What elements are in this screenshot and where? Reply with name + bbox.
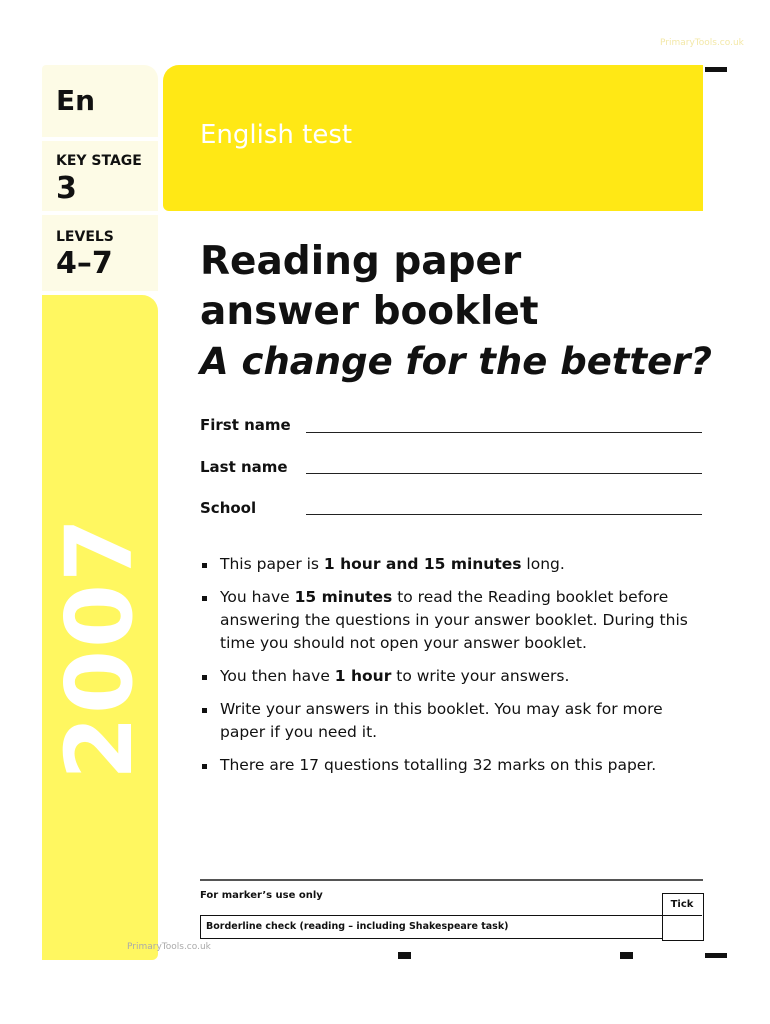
last-name-field[interactable] bbox=[306, 473, 702, 474]
first-name-field[interactable] bbox=[306, 432, 702, 433]
rule-text: Write your answers in this booklet. You may ask for more paper if you need it. bbox=[220, 700, 663, 741]
first-name-label: First name bbox=[200, 416, 291, 434]
footer-watermark: PrimaryTools.co.uk bbox=[127, 942, 211, 952]
page-subtitle: A change for the better? bbox=[200, 340, 712, 383]
divider bbox=[200, 879, 703, 881]
key-stage-label: KEY STAGE bbox=[56, 153, 142, 169]
crop-mark bbox=[705, 953, 727, 958]
crop-mark bbox=[705, 67, 727, 72]
crop-mark bbox=[398, 952, 411, 959]
levels-label: LEVELS bbox=[56, 229, 114, 245]
marker-label: For marker’s use only bbox=[200, 890, 323, 901]
school-label: School bbox=[200, 499, 257, 517]
crop-mark bbox=[620, 952, 633, 959]
rule-text: You then have bbox=[220, 667, 335, 685]
list-item bbox=[200, 754, 690, 777]
rule-text: You have bbox=[220, 588, 295, 606]
rule-text: There are 17 questions totalling 32 marks on this paper. bbox=[220, 756, 657, 774]
page-title-line2: answer booklet bbox=[200, 289, 539, 334]
list-item bbox=[200, 665, 690, 688]
rule-text: long. bbox=[521, 555, 565, 573]
header-title: English test bbox=[200, 120, 353, 150]
rule-emphasis: 1 hour and 15 minutes bbox=[323, 555, 522, 573]
instructions-list bbox=[200, 553, 690, 787]
list-item bbox=[200, 698, 690, 744]
watermark: PrimaryTools.co.uk bbox=[660, 38, 744, 48]
subject-code: En bbox=[56, 84, 96, 117]
list-item bbox=[200, 553, 690, 576]
list-item bbox=[200, 586, 690, 655]
rule-emphasis: 15 minutes bbox=[294, 588, 393, 606]
rule-text: to write your answers. bbox=[391, 667, 570, 685]
borderline-check-label: Borderline check (reading – including Shakespeare task) bbox=[200, 915, 662, 939]
levels-value: 4–7 bbox=[56, 246, 113, 281]
last-name-label: Last name bbox=[200, 458, 288, 476]
year-text: 2007 bbox=[46, 515, 153, 780]
school-field[interactable] bbox=[306, 514, 702, 515]
key-stage-value: 3 bbox=[56, 171, 77, 206]
tick-header: Tick bbox=[662, 893, 702, 916]
page-title-line1: Reading paper bbox=[200, 239, 522, 284]
rule-emphasis: 1 hour bbox=[334, 667, 392, 685]
rule-text: This paper is bbox=[220, 555, 324, 573]
rule-text: to read the Reading booklet before answering the questions in your answer booklet. During this time you should not open your answer booklet. bbox=[220, 588, 688, 652]
